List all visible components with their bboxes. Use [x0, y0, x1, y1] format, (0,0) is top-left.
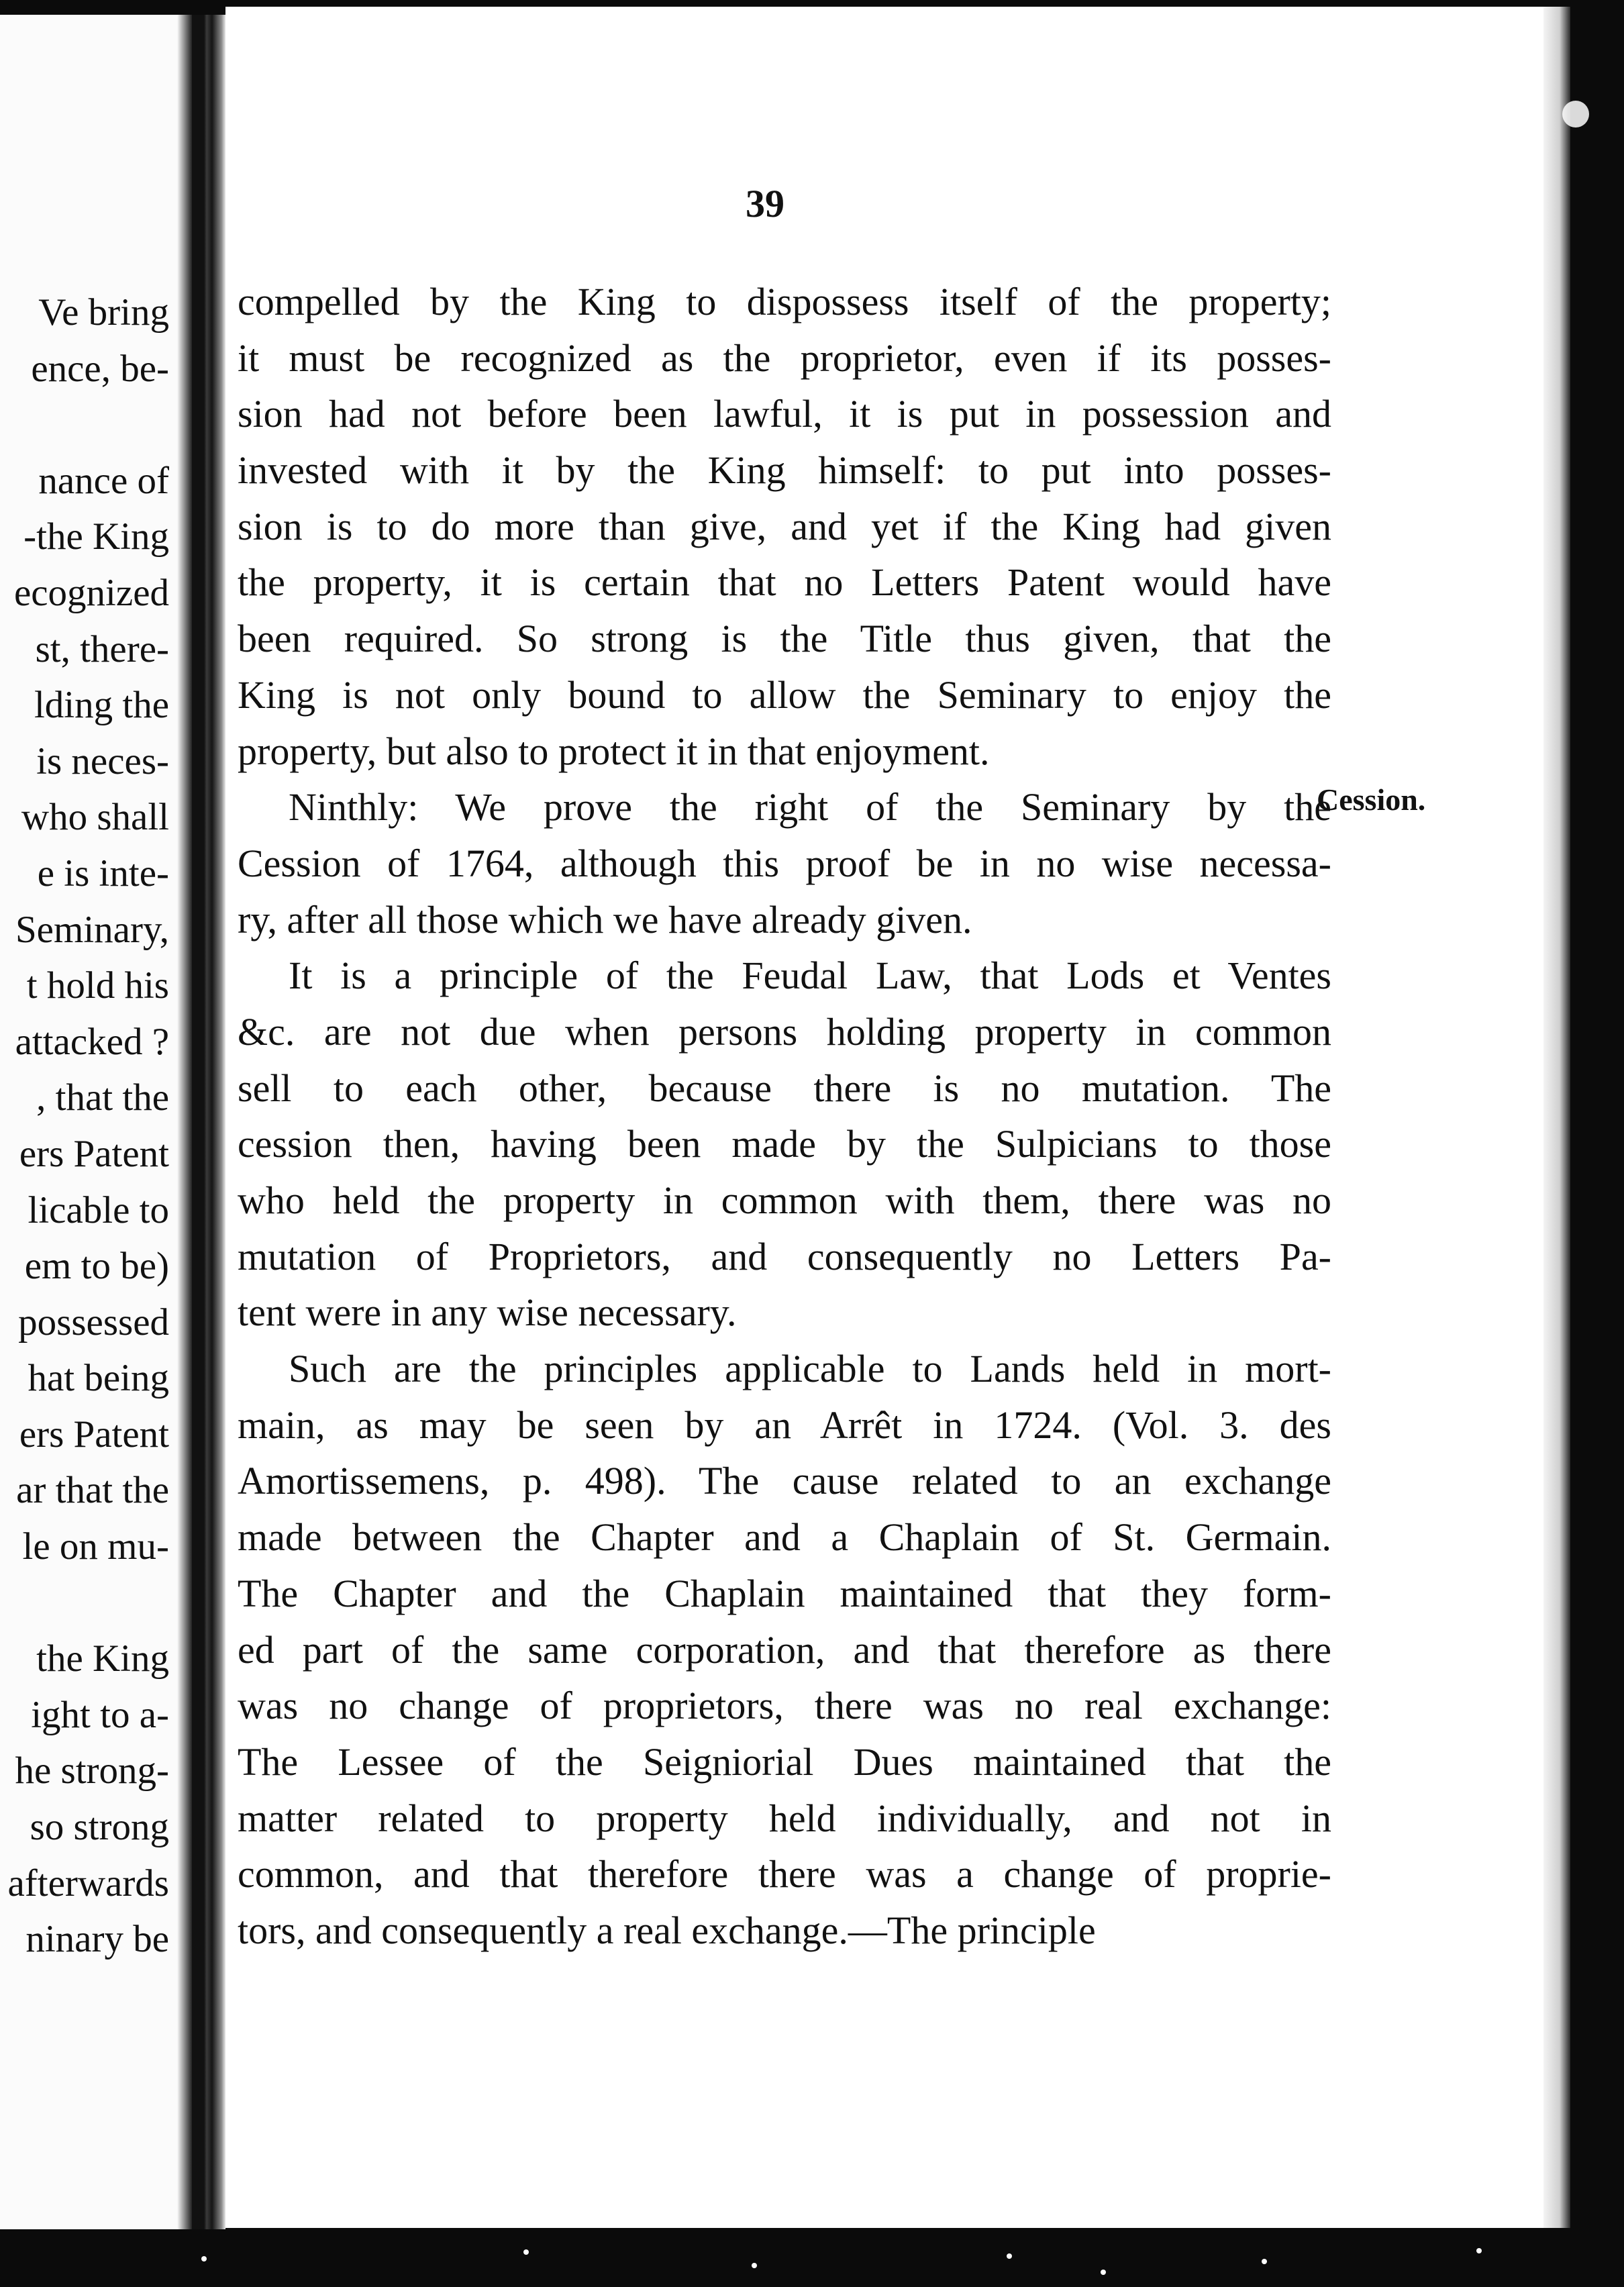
previous-page-line: ight to a- — [31, 1693, 169, 1736]
scan-speck — [523, 2249, 529, 2255]
previous-page-line: ecognized — [13, 571, 169, 614]
text-line: was no change of proprietors, there was no real exchange: — [238, 1684, 1331, 1728]
text-line: tors, and consequently a real exchange.—The principle — [238, 1908, 1096, 1952]
gutter-shadow — [177, 15, 192, 2229]
previous-page-line: lding the — [34, 684, 169, 727]
scan-border-bottom — [0, 2229, 1624, 2287]
text-line: Cession of 1764, although this proof be in no wise necessa- — [238, 841, 1331, 885]
corner-mark — [1562, 101, 1589, 128]
text-line: made between the Chapter and a Chaplain of St. Germain. — [238, 1515, 1331, 1560]
previous-page-line: who shall — [21, 796, 169, 839]
book-spine — [192, 15, 225, 2243]
margin-note: Cession. — [1317, 782, 1426, 817]
previous-page-line: hat being — [28, 1357, 169, 1400]
previous-page-text — [0, 285, 169, 1968]
text-line: common, and that therefore there was a change of proprie- — [238, 1852, 1331, 1896]
previous-page-line: ers Patent — [19, 1132, 169, 1175]
text-line: been required. So strong is the Title thus given, that the — [238, 617, 1331, 661]
previous-page-line: attacked ? — [15, 1020, 169, 1063]
previous-page-line: he strong- — [15, 1749, 169, 1792]
previous-page-line: so strong — [30, 1806, 169, 1849]
text-line: The Lessee of the Seigniorial Dues maintained that the — [238, 1739, 1331, 1784]
previous-page-line — [0, 397, 169, 453]
previous-page-line — [0, 1575, 169, 1631]
text-line: cession then, having been made by the Sulpicians to those — [238, 1122, 1331, 1166]
previous-page-line: st, there- — [35, 627, 169, 670]
text-line: invested with it by the King himself: to put into posses- — [238, 448, 1331, 493]
previous-page-line: t hold his — [26, 964, 169, 1007]
text-line: it must be recognized as the proprietor, even if its posses- — [238, 336, 1331, 380]
previous-page-fragment — [0, 15, 192, 2229]
text-line: sion had not before been lawful, it is put in possession and — [238, 392, 1331, 436]
previous-page-line: em to be) — [24, 1245, 169, 1288]
text-line: ed part of the same corporation, and that therefore as there — [238, 1627, 1331, 1672]
previous-page-line: le on mu- — [22, 1525, 169, 1568]
text-line: Amortissemens, p. 498). The cause related to an exchange — [238, 1459, 1331, 1503]
text-line: &c. are not due when persons holding property in common — [238, 1009, 1331, 1054]
previous-page-line: e is inte- — [37, 852, 169, 895]
previous-page-line: , that the — [36, 1076, 169, 1119]
previous-page-line: is neces- — [36, 740, 169, 782]
body-text — [238, 274, 1331, 1959]
text-line: tent were in any wise necessary. — [238, 1290, 737, 1335]
page-number: 39 — [746, 182, 784, 225]
text-line: It is a principle of the Feudal Law, that Lods et Ventes — [289, 954, 1331, 998]
text-line: King is not only bound to allow the Seminary to enjoy the — [238, 672, 1331, 717]
text-line: The Chapter and the Chaplain maintained that they form- — [238, 1571, 1331, 1615]
scan-speck — [1101, 2270, 1106, 2275]
text-line: Such are the principles applicable to Lands held in mort- — [289, 1347, 1331, 1391]
previous-page-line: licable to — [28, 1188, 169, 1231]
text-line: property, but also to protect it in that enjoyment. — [238, 729, 990, 773]
scan-speck — [201, 2256, 207, 2261]
text-line: who held the property in common with them, there was no — [238, 1178, 1331, 1222]
text-line: ry, after all those which we have already given. — [238, 897, 972, 942]
previous-page-line: Seminary, — [15, 908, 169, 951]
previous-page-line: -the King — [23, 515, 169, 558]
previous-page-line: possessed — [18, 1301, 169, 1343]
previous-page-line: ence, be- — [31, 347, 169, 390]
scan-speck — [1262, 2259, 1267, 2264]
previous-page-line: Ve bring — [38, 291, 169, 334]
scan-speck — [1007, 2253, 1012, 2259]
scan-speck — [1476, 2248, 1482, 2253]
text-line: mutation of Proprietors, and consequently no Letters Pa- — [238, 1234, 1331, 1278]
page-edge — [1543, 7, 1570, 2228]
text-line: sell to each other, because there is no mutation. The — [238, 1066, 1331, 1110]
previous-page-line: ar that the — [16, 1469, 169, 1512]
previous-page-line: afterwards — [7, 1862, 169, 1904]
text-line: matter related to property held individually, and not in — [238, 1796, 1331, 1840]
text-line: the property, it is certain that no Letters Patent would have — [238, 560, 1331, 605]
text-line: sion is to do more than give, and yet if the King had given — [238, 504, 1331, 548]
text-line: compelled by the King to dispossess itself of the property; — [238, 280, 1331, 323]
scan-speck — [752, 2263, 757, 2268]
previous-page-line: nance of — [38, 459, 169, 502]
text-line: main, as may be seen by an Arrêt in 1724. (Vol. 3. des — [238, 1403, 1331, 1447]
text-line: Ninthly: We prove the right of the Seminary by the — [289, 785, 1331, 829]
previous-page-line: the King — [36, 1637, 169, 1680]
previous-page-line: ninary be — [26, 1918, 169, 1961]
previous-page-line: ers Patent — [19, 1413, 169, 1456]
